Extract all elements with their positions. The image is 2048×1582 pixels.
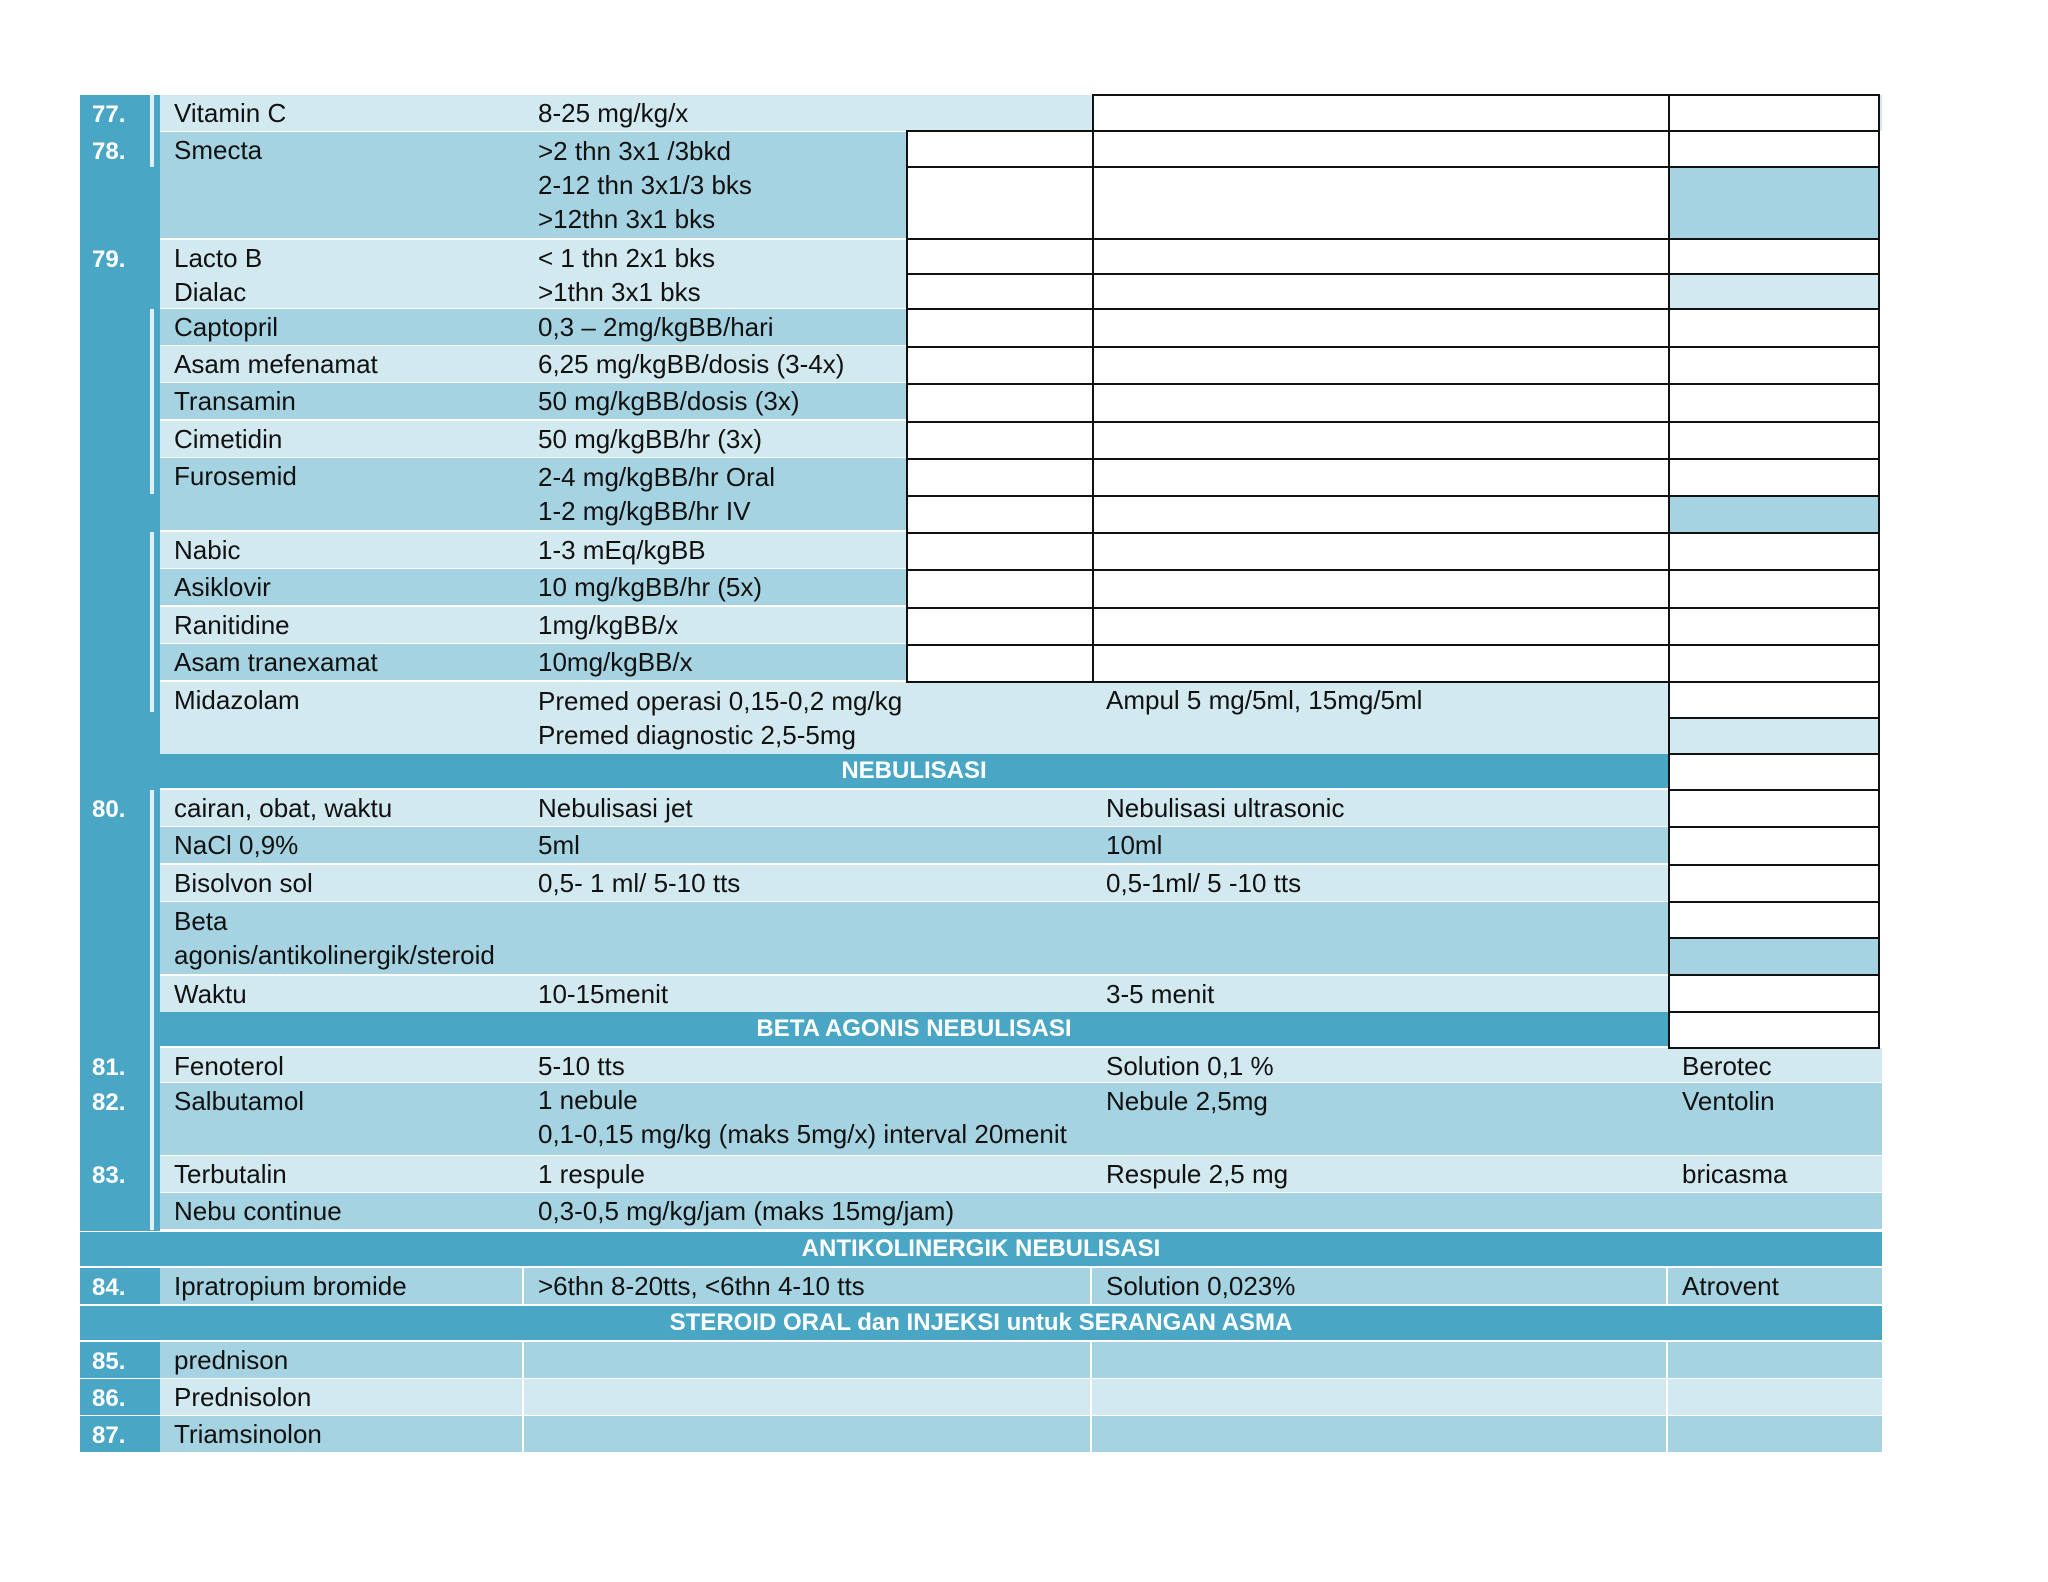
form-cell: Solution 0,023% — [1092, 1268, 1666, 1304]
drug-dose — [524, 132, 908, 238]
empty-cell — [906, 308, 1094, 348]
empty-cell — [906, 458, 1094, 497]
empty-cell — [906, 273, 1094, 310]
dose-line: 1-2 mg/kgBB/hr IV — [538, 496, 751, 526]
empty-cell — [1668, 238, 1880, 275]
drug-name: Triamsinolon — [160, 1416, 522, 1452]
drug-name: Furosemid — [160, 458, 524, 530]
form-cell: Respule 2,5 mg — [1092, 1156, 1668, 1192]
drug-name: Asam mefenamat — [160, 346, 524, 382]
form-cell: 10ml — [1092, 827, 1668, 863]
name-line: Beta — [174, 906, 228, 936]
section-header-steroid: STEROID ORAL dan INJEKSI untuk SERANGAN ASMA — [80, 1306, 1882, 1340]
empty-cell — [1668, 532, 1880, 571]
empty-cell — [1668, 495, 1880, 534]
drug-dose: 0,3-0,5 mg/kg/jam (maks 15mg/jam) — [524, 1193, 1882, 1229]
empty-cell — [1092, 607, 1670, 646]
empty-cell — [1668, 974, 1880, 1013]
row-number: 84. — [80, 1268, 160, 1304]
brand-cell — [1668, 1416, 1882, 1452]
empty-cell — [906, 607, 1094, 646]
empty-cell — [1668, 1011, 1880, 1049]
empty-cell — [906, 644, 1094, 683]
dose-line: 2-4 mg/kgBB/hr Oral — [538, 462, 775, 492]
row-number: 87. — [80, 1416, 160, 1452]
empty-cell — [906, 495, 1094, 534]
empty-cell — [1092, 644, 1670, 683]
column-divider — [150, 309, 154, 494]
empty-cell — [1668, 681, 1880, 719]
drug-dose — [524, 682, 1092, 754]
brand-cell — [1668, 1379, 1882, 1415]
empty-cell — [1668, 607, 1880, 646]
brand-cell: Atrovent — [1668, 1268, 1882, 1304]
empty-cell — [1668, 753, 1880, 791]
drug-name: Lacto B — [160, 240, 524, 274]
form-cell: 0,5-1ml/ 5 -10 tts — [1092, 865, 1668, 901]
empty-cell — [1092, 94, 1670, 132]
drug-name — [160, 902, 524, 974]
drug-name: Dialac — [160, 274, 524, 308]
dose-line: Premed operasi 0,15-0,2 mg/kg — [538, 686, 903, 716]
dose-line: >2 thn 3x1 /3bkd — [538, 136, 731, 166]
section-header-nebulisasi: NEBULISASI — [160, 754, 1668, 788]
empty-cell — [1668, 273, 1880, 310]
dose-line: 0,1-0,15 mg/kg (maks 5mg/x) interval 20menit — [538, 1119, 1067, 1149]
empty-cell — [1092, 238, 1670, 275]
empty-cell — [906, 238, 1094, 275]
form-cell: 3-5 menit — [1092, 976, 1668, 1012]
drug-dose — [524, 1342, 1090, 1378]
drug-dose: Nebulisasi jet — [524, 790, 1092, 826]
empty-cell — [1668, 789, 1880, 828]
drug-name: Waktu — [160, 976, 524, 1012]
drug-name: Cimetidin — [160, 421, 524, 457]
section-header-antikolinergik: ANTIKOLINERGIK NEBULISASI — [80, 1232, 1882, 1266]
dose-line: >12thn 3x1 bks — [538, 204, 716, 234]
drug-name: Transamin — [160, 383, 524, 419]
empty-cell — [906, 166, 1094, 240]
section-header-beta-agonis: BETA AGONIS NEBULISASI — [160, 1012, 1668, 1046]
empty-cell — [1668, 901, 1880, 939]
drug-dose: 10 mg/kgBB/hr (5x) — [524, 569, 908, 605]
brand-cell: Ventolin — [1668, 1083, 1882, 1155]
drug-name: NaCl 0,9% — [160, 827, 524, 863]
empty-cell — [1668, 308, 1880, 348]
drug-dose: 5ml — [524, 827, 1092, 863]
empty-cell — [1668, 130, 1880, 168]
dose-line: 1 nebule — [538, 1085, 638, 1115]
empty-cell — [1668, 94, 1880, 132]
empty-cell — [1092, 273, 1670, 310]
row-number: 80. — [80, 790, 160, 826]
form-cell: Ampul 5 mg/5ml, 15mg/5ml — [1092, 682, 1668, 754]
drug-name: Ranitidine — [160, 607, 524, 643]
drug-name: Fenoterol — [160, 1048, 524, 1082]
row-number: 83. — [80, 1156, 160, 1192]
empty-cell — [906, 383, 1094, 423]
drug-name: Captopril — [160, 309, 524, 345]
empty-cell — [1092, 346, 1670, 385]
column-divider — [150, 790, 154, 1230]
drug-dose: < 1 thn 2x1 bks — [524, 240, 908, 274]
brand-cell: Berotec — [1668, 1048, 1882, 1082]
row-number: 86. — [80, 1379, 160, 1415]
empty-cell — [1668, 569, 1880, 609]
drug-dose: 50 mg/kgBB/hr (3x) — [524, 421, 908, 457]
row-number: 85. — [80, 1342, 160, 1378]
empty-cell — [906, 532, 1094, 571]
drug-dose: 10-15menit — [524, 976, 1092, 1012]
form-cell — [1092, 1379, 1666, 1415]
drug-name: Salbutamol — [160, 1083, 524, 1155]
drug-dose — [524, 1083, 1092, 1155]
empty-cell — [1668, 937, 1880, 976]
form-cell: Nebule 2,5mg — [1092, 1083, 1668, 1155]
dose-line: 2-12 thn 3x1/3 bks — [538, 170, 752, 200]
row-number: 78. — [80, 132, 160, 168]
drug-dose — [524, 1416, 1090, 1452]
column-divider — [150, 532, 154, 712]
brand-cell: bricasma — [1668, 1156, 1882, 1192]
drug-name: Prednisolon — [160, 1379, 522, 1415]
drug-name: Terbutalin — [160, 1156, 524, 1192]
empty-cell — [1668, 383, 1880, 423]
empty-cell — [906, 421, 1094, 460]
drug-dose — [524, 1379, 1090, 1415]
form-cell — [1092, 1342, 1666, 1378]
empty-cell — [906, 346, 1094, 385]
brand-cell — [1668, 1342, 1882, 1378]
empty-cell — [1668, 458, 1880, 497]
drug-dose: 0,5- 1 ml/ 5-10 tts — [524, 865, 1092, 901]
drug-name: Vitamin C — [160, 95, 524, 131]
dose-line: Premed diagnostic 2,5-5mg — [538, 720, 856, 750]
name-line: agonis/antikolinergik/steroid — [174, 940, 495, 970]
drug-dose — [524, 902, 1668, 974]
empty-cell — [1092, 569, 1670, 609]
drug-dose: 5-10 tts — [524, 1048, 1092, 1082]
empty-cell — [1668, 717, 1880, 755]
empty-cell — [1668, 864, 1880, 903]
empty-cell — [1092, 495, 1670, 534]
drug-dose: 1-3 mEq/kgBB — [524, 532, 908, 568]
empty-cell — [1668, 166, 1880, 240]
drug-dose: 1 respule — [524, 1156, 1092, 1192]
drug-dose: >6thn 8-20tts, <6thn 4-10 tts — [524, 1268, 1090, 1304]
drug-name: Asiklovir — [160, 569, 524, 605]
empty-cell — [1668, 421, 1880, 460]
drug-name: Midazolam — [160, 682, 524, 754]
form-cell: Solution 0,1 % — [1092, 1048, 1668, 1082]
drug-dose: 8-25 mg/kg/x — [524, 95, 1092, 131]
empty-cell — [1668, 346, 1880, 385]
empty-cell — [1092, 308, 1670, 348]
empty-cell — [906, 130, 1094, 168]
row-number: 81. — [80, 1048, 160, 1082]
drug-dose: 0,3 – 2mg/kgBB/hari — [524, 309, 908, 345]
empty-cell — [1092, 532, 1670, 571]
row-number: 79. — [80, 240, 160, 276]
drug-name: Nabic — [160, 532, 524, 568]
drug-dose: 10mg/kgBB/x — [524, 644, 908, 680]
empty-cell — [906, 569, 1094, 609]
drug-name: cairan, obat, waktu — [160, 790, 524, 826]
drug-dose — [524, 458, 908, 530]
row-number: 82. — [80, 1083, 160, 1117]
form-cell — [1092, 1416, 1666, 1452]
empty-cell — [1092, 383, 1670, 423]
drug-dose: >1thn 3x1 bks — [524, 274, 908, 308]
drug-name: Ipratropium bromide — [160, 1268, 522, 1304]
form-cell: Nebulisasi ultrasonic — [1092, 790, 1668, 826]
drug-name: prednison — [160, 1342, 522, 1378]
column-divider — [150, 95, 154, 167]
drug-dose: 6,25 mg/kgBB/dosis (3-4x) — [524, 346, 908, 382]
empty-cell — [1668, 644, 1880, 683]
empty-cell — [1092, 458, 1670, 497]
drug-name: Bisolvon sol — [160, 865, 524, 901]
row-number: 77. — [80, 95, 160, 131]
drug-name: Asam tranexamat — [160, 644, 524, 680]
empty-cell — [1092, 166, 1670, 240]
empty-cell — [1092, 421, 1670, 460]
drug-dose: 1mg/kgBB/x — [524, 607, 908, 643]
drug-name: Nebu continue — [160, 1193, 524, 1229]
drug-dose: 50 mg/kgBB/dosis (3x) — [524, 383, 908, 419]
empty-cell — [1668, 826, 1880, 866]
empty-cell — [1092, 130, 1670, 168]
drug-name: Smecta — [160, 132, 524, 238]
